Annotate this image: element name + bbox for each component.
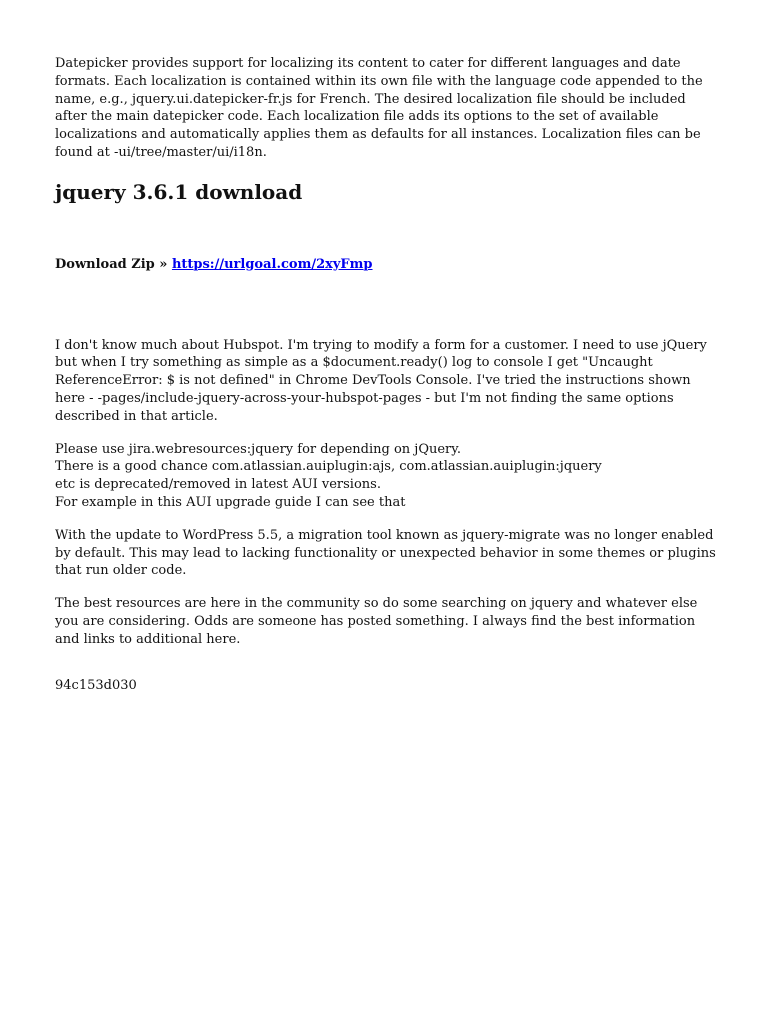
- jira-paragraph: [55, 441, 720, 512]
- download-link[interactable]: https://urlgoal.com/2xyFmp: [171, 256, 373, 272]
- jira-line: For example in this AUI upgrade guide I can see that: [55, 494, 406, 510]
- document-page: [55, 55, 720, 694]
- jira-line: There is a good chance com.atlassian.auiplugin:ajs, com.atlassian.auiplugin:jquery: [55, 459, 602, 475]
- download-label: Download Zip »: [55, 256, 172, 272]
- jira-line: Please use jira.webresources:jquery for depending on jQuery.: [55, 441, 462, 457]
- wordpress-paragraph: With the update to WordPress 5.5, a migration tool known as jquery-migrate was no longer enabled by default. This may lead to lacking functionality or unexpected behavior in some themes or plugins that run older code.: [55, 527, 716, 579]
- code-text: 94c153d030: [55, 677, 137, 693]
- page-title: jquery 3.6.1 download: [55, 179, 303, 204]
- community-paragraph: The best resources are here in the community so do some searching on jquery and whatever else you are considering. Odds are someone has posted something. I always find the best information and links to additional here.: [55, 596, 698, 647]
- jira-line: etc is deprecated/removed in latest AUI versions.: [55, 477, 381, 493]
- intro-paragraph: Datepicker provides support for localizing its content to cater for different languages and date formats. Each localization is contained within its own file with the language code appended to the name, e.g., jquery.ui.datepicker-fr.js for French. The desired localization file should be included after the main datepicker code. Each localization file adds its options to the set of available localizations and automatically applies them as defaults for all instances. Localization files can be found at -ui/tree/master/ui/i18n.: [55, 56, 703, 160]
- hubspot-paragraph: I don't know much about Hubspot. I'm trying to modify a form for a customer. I need to use jQuery but when I try something as simple as a $document.ready() log to console I get "Uncaught ReferenceError: $ is not defined" in Chrome DevTools Console. I've tried the instructions shown here - -pages/include-jquery-across-your-hubspot-pages - but I'm not finding the same options described in that article.: [55, 337, 707, 424]
- download-line: [55, 256, 720, 274]
